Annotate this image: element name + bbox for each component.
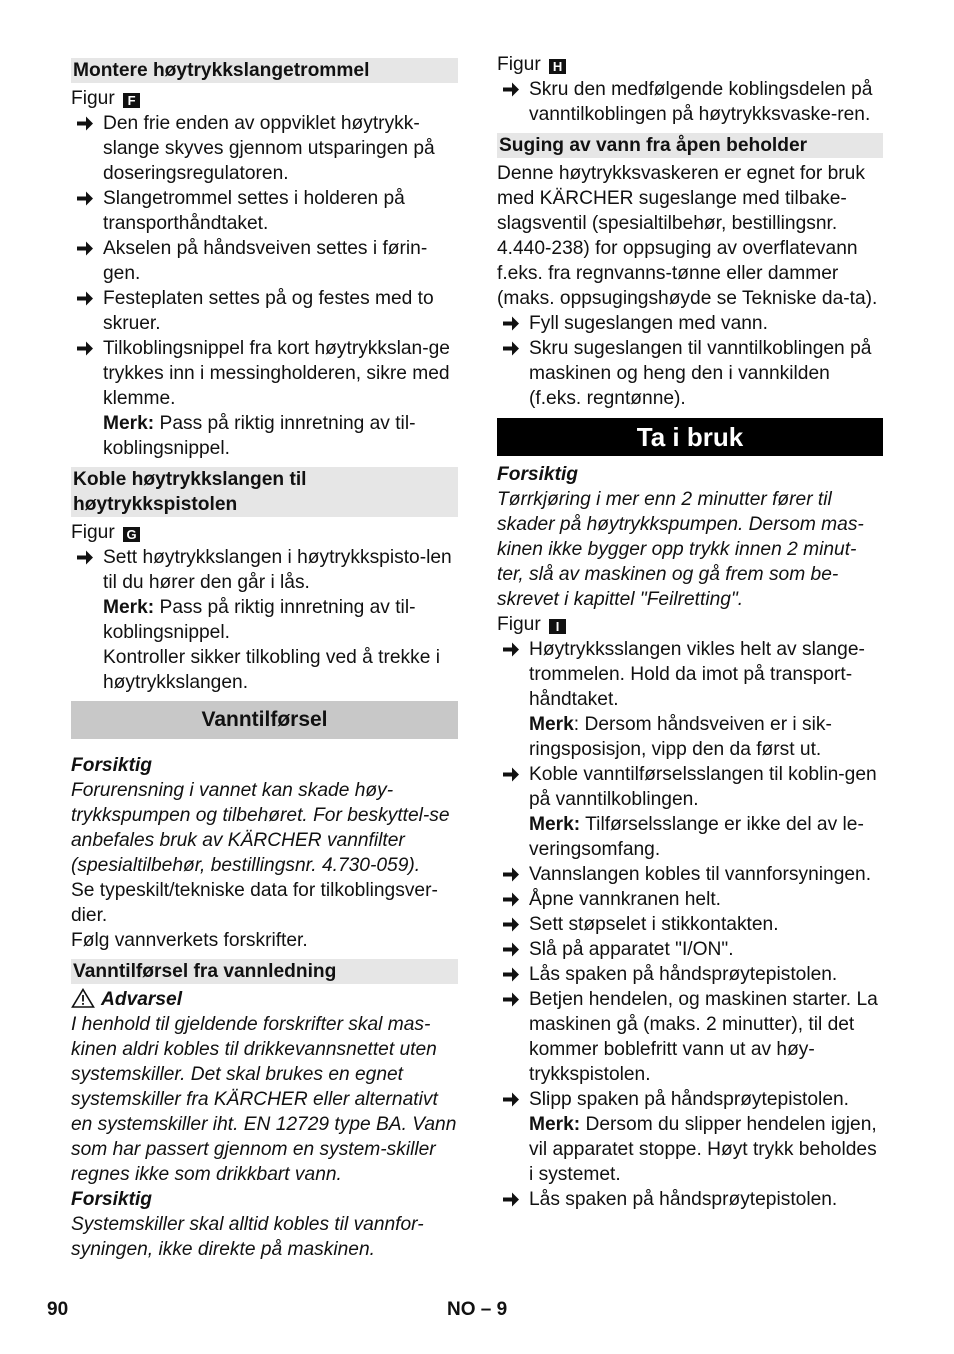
instruction-step bbox=[71, 186, 458, 236]
arrow-right-icon bbox=[501, 1187, 521, 1212]
arrow-right-icon bbox=[501, 336, 521, 361]
step-text: Festeplaten settes på og festes med to skruer. bbox=[103, 288, 434, 334]
step-text: Slangetrommel settes i holderen på transporthåndtaket. bbox=[103, 188, 405, 234]
instruction-step bbox=[497, 1087, 883, 1112]
warning-text: I henhold til gjeldende forskrifter skal mas-kinen aldri kobles til drikkevannsnettet uten systemskiller. Det skal brukes en egnet systemskiller fra KÄRCHER eller alternativt en systemskiller iht. EN 12729 type BA. Vann som har passert gjennom en system-skiller regnes ikke som drikkbart vann. bbox=[71, 1014, 457, 1185]
arrow-right-icon bbox=[501, 937, 521, 962]
arrow-right-icon bbox=[501, 77, 521, 102]
caution-text: Systemskiller skal alltid kobles til vannfor-syningen, ikke direkte på maskinen. bbox=[71, 1214, 424, 1260]
note-text: Pass på riktig innretning av til-koblingsnippel. bbox=[103, 597, 416, 643]
arrow-right-icon bbox=[75, 111, 95, 136]
arrow-right-icon bbox=[501, 762, 521, 787]
arrow-right-icon bbox=[501, 912, 521, 937]
note-text: Pass på riktig innretning av til-koblingsnippel. bbox=[103, 413, 416, 459]
right-column bbox=[497, 52, 883, 1212]
page-number: 90 bbox=[47, 1299, 69, 1320]
note-label: Merk: bbox=[103, 597, 155, 618]
warning-label: Advarsel bbox=[101, 989, 183, 1010]
chapter-heading: Vanntilførsel bbox=[71, 701, 458, 739]
note-label: Merk: bbox=[103, 413, 155, 434]
figure-label: Figur bbox=[71, 522, 115, 543]
figure-label: Figur bbox=[497, 614, 541, 635]
step-text: Betjen hendelen, og maskinen starter. La maskinen gå (maks. 2 minutter), til det kommer boblefritt vann ut av høy-trykkspistolen. bbox=[529, 989, 878, 1085]
note bbox=[71, 411, 458, 461]
step-text: Fyll sugeslangen med vann. bbox=[529, 313, 768, 334]
figure-label: Figur bbox=[71, 88, 115, 109]
arrow-right-icon bbox=[75, 545, 95, 570]
instruction-step bbox=[497, 962, 883, 987]
arrow-right-icon bbox=[501, 887, 521, 912]
warning-triangle-icon bbox=[71, 988, 95, 1008]
instruction-step bbox=[497, 887, 883, 912]
figure-letter-box: F bbox=[123, 93, 140, 108]
figure-reference bbox=[71, 520, 458, 545]
step-text: Den frie enden av oppviklet høytrykk-slange skyves gjennom utsparingen på doseringsregulatoren. bbox=[103, 113, 435, 184]
arrow-right-icon bbox=[75, 236, 95, 261]
caution-label: Forsiktig bbox=[71, 1189, 153, 1210]
figure-label: Figur bbox=[497, 54, 541, 75]
figure-reference bbox=[497, 52, 883, 77]
caution-label: Forsiktig bbox=[71, 755, 153, 776]
section-heading: Koble høytrykkslangen til høytrykkspistolen bbox=[71, 467, 458, 517]
arrow-right-icon bbox=[501, 311, 521, 336]
step-text: Høytrykksslangen vikles helt av slange-trommelen. Hold da imot på transport-håndtaket. bbox=[529, 639, 865, 710]
section-heading: Vanntilførsel fra vannledning bbox=[71, 959, 458, 984]
figure-reference bbox=[497, 612, 883, 637]
instruction-step bbox=[497, 637, 883, 712]
note-label: Merk bbox=[529, 714, 574, 735]
step-text: Sett støpselet i stikkontakten. bbox=[529, 914, 779, 935]
body-text: Se typeskilt/tekniske data for tilkoblingsver-dier. bbox=[71, 880, 438, 926]
step-text: Skru sugeslangen til vanntilkoblingen på maskinen og heng den i vannkilden (f.eks. regntønne). bbox=[529, 338, 872, 409]
left-column bbox=[71, 52, 458, 1262]
instruction-step bbox=[497, 336, 883, 411]
arrow-right-icon bbox=[75, 186, 95, 211]
figure-letter-box: G bbox=[123, 527, 140, 542]
arrow-right-icon bbox=[501, 962, 521, 987]
step-text: Lås spaken på håndsprøytepistolen. bbox=[529, 1189, 838, 1210]
note bbox=[497, 1112, 883, 1187]
note-label: Merk: bbox=[529, 1114, 581, 1135]
step-text: Koble vanntilførselsslangen til koblin-gen på vanntilkoblingen. bbox=[529, 764, 877, 810]
arrow-right-icon bbox=[501, 637, 521, 662]
instruction-step bbox=[497, 1187, 883, 1212]
step-text: Vannslangen kobles til vannforsyningen. bbox=[529, 864, 872, 885]
instruction-step bbox=[71, 111, 458, 186]
arrow-right-icon bbox=[75, 336, 95, 361]
instruction-step bbox=[497, 762, 883, 812]
note-text: Dersom du slipper hendelen igjen, vil apparatet stoppe. Høyt trykk beholdes i systemet. bbox=[529, 1114, 877, 1185]
note bbox=[497, 712, 883, 762]
caution-label: Forsiktig bbox=[497, 464, 579, 485]
arrow-right-icon bbox=[501, 1087, 521, 1112]
figure-letter-box: I bbox=[549, 619, 566, 634]
step-text: Slipp spaken på håndsprøytepistolen. bbox=[529, 1089, 849, 1110]
step-detail: Kontroller sikker tilkobling ved å trekke i høytrykkslangen. bbox=[103, 647, 440, 693]
note-label: Merk: bbox=[529, 814, 581, 835]
instruction-step bbox=[497, 987, 883, 1087]
instruction-step bbox=[497, 937, 883, 962]
step-text: Slå på apparatet "I/ON". bbox=[529, 939, 734, 960]
section-heading: Suging av vann fra åpen beholder bbox=[497, 133, 883, 158]
caution-text: Tørrkjøring i mer enn 2 minutter fører til skader på høytrykkspumpen. Dersom mas-kinen ikke bygger opp trykk innen 2 minut-ter, slå av maskinen og gå frem som be-skrevet i kapittel "Feilretting". bbox=[497, 489, 864, 610]
step-text: Tilkoblingsnippel fra kort høytrykkslan-ge trykkes inn i messingholderen, sikre med klemme. bbox=[103, 338, 450, 409]
note bbox=[497, 812, 883, 862]
body-text: Følg vannverkets forskrifter. bbox=[71, 930, 308, 951]
step-text: Sett høytrykkslangen i høytrykkspisto-len til du hører den går i lås. bbox=[103, 547, 452, 593]
arrow-right-icon bbox=[501, 862, 521, 887]
arrow-right-icon bbox=[75, 286, 95, 311]
note-text: Tilførselsslange er ikke del av le-veringsomfang. bbox=[529, 814, 864, 860]
instruction-step bbox=[497, 311, 883, 336]
instruction-step bbox=[497, 912, 883, 937]
note bbox=[71, 595, 458, 645]
body-text: Denne høytrykksvaskeren er egnet for bruk med KÄRCHER sugeslange med tilbake-slagsventil (spesialtilbehør, bestillingsnr. 4.440-238) for oppsuging av overflatevann f.eks. fra regnvanns-tønne eller dammer (maks. oppsugingshøyde se Tekniske da-ta). bbox=[497, 163, 878, 309]
figure-reference bbox=[71, 86, 458, 111]
instruction-step bbox=[497, 77, 883, 127]
instruction-step bbox=[71, 545, 458, 595]
instruction-step bbox=[497, 862, 883, 887]
step-text: Åpne vannkranen helt. bbox=[529, 889, 722, 910]
step-text: Skru den medfølgende koblingsdelen på vanntilkoblingen på høytrykksvaske-ren. bbox=[529, 79, 873, 125]
warning-label-row bbox=[71, 987, 458, 1012]
caution-text: Forurensning i vannet kan skade høy-trykkspumpen og tilbehøret. For beskyttel-se anbefales bruk av KÄRCHER vannfilter (spesialtilbehør, bestillingsnr. 4.730-059). bbox=[71, 780, 450, 876]
chapter-title: Ta i bruk bbox=[497, 418, 883, 456]
section-heading: Montere høytrykkslangetrommel bbox=[71, 58, 458, 83]
arrow-right-icon bbox=[501, 987, 521, 1012]
note-text: : Dersom håndsveiven er i sik-ringsposisjon, vipp den da først ut. bbox=[529, 714, 832, 760]
instruction-step bbox=[71, 336, 458, 411]
instruction-step bbox=[71, 286, 458, 336]
step-text: Lås spaken på håndsprøytepistolen. bbox=[529, 964, 838, 985]
figure-letter-box: H bbox=[549, 59, 566, 74]
instruction-step bbox=[71, 236, 458, 286]
section-page-label: NO – 9 bbox=[447, 1299, 508, 1320]
step-text: Akselen på håndsveiven settes i førin-gen. bbox=[103, 238, 428, 284]
